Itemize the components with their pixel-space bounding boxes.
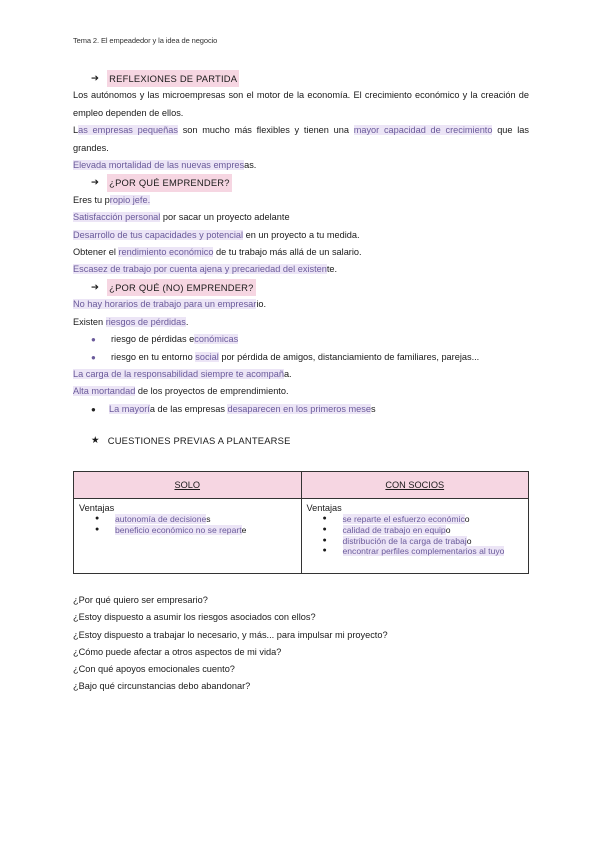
paragraph: Existen riesgos de pérdidas. <box>73 316 189 327</box>
table-cell-solo <box>74 499 302 574</box>
table-header-row <box>74 472 529 499</box>
list-item: ● autonomía de decisiones <box>95 514 211 524</box>
list-item: ● riesgo en tu entorno social por pérdida de amigos, distanciamiento de familiares, parejas... <box>73 349 529 366</box>
cell-title: Ventajas <box>79 503 115 513</box>
heading-reflexiones: ➔ REFLEXIONES DE PARTIDA <box>91 70 529 87</box>
arrow-icon: ➔ <box>91 177 100 189</box>
paragraph: Satisfacción personal por sacar un proyecto adelante <box>73 212 290 223</box>
bullet-list <box>73 331 529 366</box>
list-item: ● encontrar perfiles complementarios al tuyo <box>322 546 505 557</box>
table-header-con-socios: CON SOCIOS <box>301 472 529 499</box>
cell-list <box>79 514 296 536</box>
table-row <box>74 499 529 574</box>
list-item: ● calidad de trabajo en equipo <box>322 524 451 535</box>
bullet-icon: ● <box>322 547 327 555</box>
question: ¿Estoy dispuesto a asumir los riesgos asociados con ellos? <box>73 612 316 623</box>
bullet-icon: ● <box>91 352 96 362</box>
star-icon: ★ <box>91 435 100 447</box>
cell-title: Ventajas <box>306 503 342 513</box>
page-header: Tema 2. El empeadedor y la idea de negocio <box>73 36 218 45</box>
bullet-icon: ● <box>91 335 96 345</box>
paragraph: No hay horarios de trabajo para un empresario. <box>73 299 267 310</box>
paragraph: Eres tu propio jefe. <box>73 194 151 205</box>
paragraph: Las empresas pequeñas son mucho más flexibles y tienen una mayor capacidad de crecimiento que las grandes. <box>73 125 529 153</box>
table-cell-con-socios <box>301 499 529 574</box>
bullet-icon: ● <box>95 525 100 533</box>
bullet-icon: ● <box>95 515 100 522</box>
list-item: ● riesgo de pérdidas económicas <box>73 331 529 348</box>
content-body <box>73 70 529 450</box>
heading-por-que-emprender: ➔ ¿POR QUÉ EMPRENDER? <box>91 174 529 191</box>
bullet-icon: ● <box>322 515 327 522</box>
question: ¿Cómo puede afectar a otros aspectos de mi vida? <box>73 646 282 657</box>
question: ¿Bajo qué circunstancias debo abandonar? <box>73 681 251 692</box>
cell-list <box>307 514 524 557</box>
comparison-table <box>73 471 529 574</box>
heading-cuestiones-previas: ★ CUESTIONES PREVIAS A PLANTEARSE <box>91 432 529 449</box>
question: ¿Con qué apoyos emocionales cuento? <box>73 664 235 675</box>
arrow-icon: ➔ <box>91 73 100 84</box>
paragraph: Los autónomos y las microempresas son el motor de la economía. El crecimiento económico y la creación de empleo dependen de ellos. <box>73 90 529 118</box>
bullet-icon: ● <box>322 536 327 544</box>
list-item: ● beneficio económico no se reparte <box>95 524 247 535</box>
arrow-icon: ➔ <box>91 281 100 293</box>
paragraph: Alta mortandad de los proyectos de emprendimiento. <box>73 386 289 397</box>
list-item: ● se reparte el esfuerzo económico <box>322 514 470 524</box>
questions-list <box>73 592 529 696</box>
bullet-icon: ● <box>91 404 96 414</box>
paragraph: Desarrollo de tus capacidades y potencial en un proyecto a tu medida. <box>73 229 360 240</box>
paragraph: Escasez de trabajo por cuenta ajena y precariedad del existente. <box>73 264 338 275</box>
bullet-icon: ● <box>322 525 327 533</box>
heading-por-que-no-emprender: ➔ ¿POR QUÉ (NO) EMPRENDER? <box>91 279 529 296</box>
list-item: ● La mayoría de las empresas desaparecen en los primeros meses <box>73 401 529 418</box>
question: ¿Estoy dispuesto a trabajar lo necesario, y más... para impulsar mi proyecto? <box>73 629 388 640</box>
bullet-list <box>73 401 529 418</box>
paragraph: Elevada mortalidad de las nuevas empresas. <box>73 160 257 171</box>
question: ¿Por qué quiero ser empresario? <box>73 595 208 605</box>
list-item: ● distribución de la carga de trabajo <box>322 535 472 546</box>
paragraph: Obtener el rendimiento económico de tu trabajo más allá de un salario. <box>73 247 362 258</box>
table-header-solo: SOLO <box>74 472 302 499</box>
paragraph: La carga de la responsabilidad siempre te acompaña. <box>73 368 292 379</box>
